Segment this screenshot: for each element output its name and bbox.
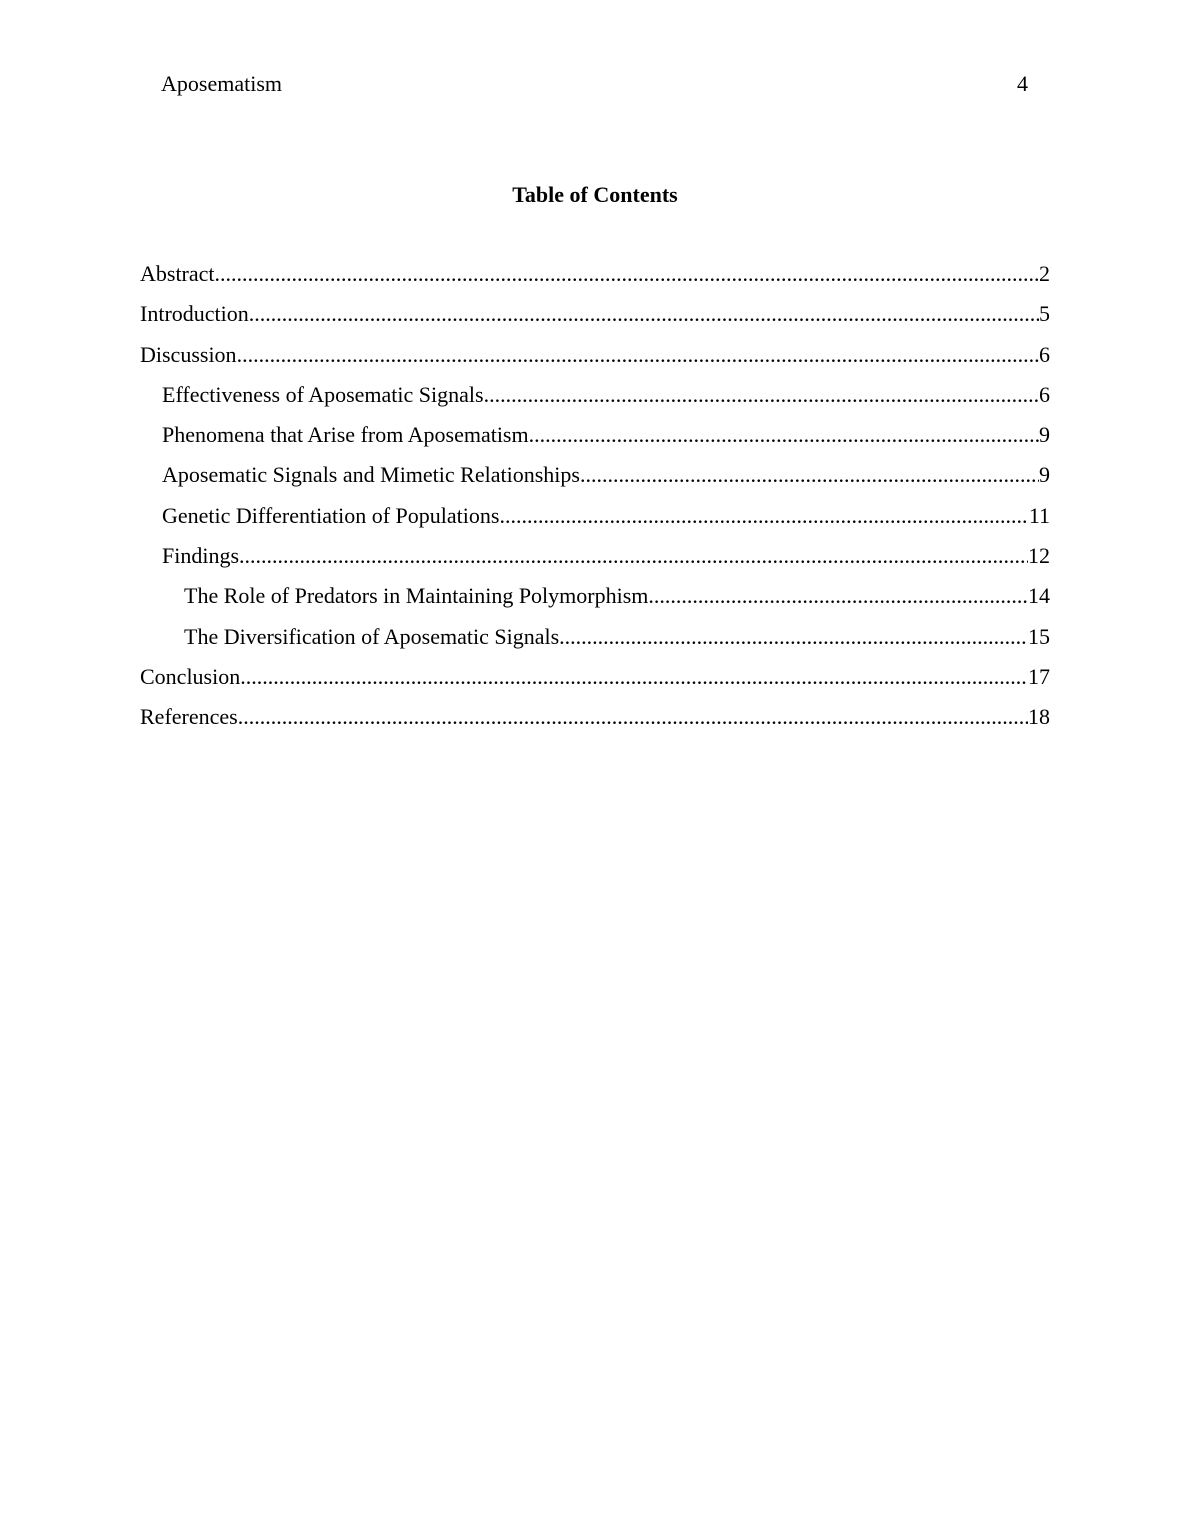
toc-dot-leader	[529, 421, 1039, 449]
toc-dot-leader	[559, 623, 1028, 651]
toc-entry-text: Conclusion	[140, 663, 241, 689]
toc-entry-abstract[interactable]	[140, 260, 1050, 300]
toc-dot-leader	[238, 703, 1028, 731]
toc-entry-page: 9	[1039, 422, 1050, 448]
toc-entry-role-of-predators[interactable]	[140, 582, 1050, 622]
toc-entry-page: 11	[1028, 502, 1050, 528]
toc-entry-page: 5	[1039, 301, 1050, 327]
toc-entry-references[interactable]	[140, 703, 1050, 743]
toc-entry-page: 2	[1039, 261, 1050, 286]
running-head: Aposematism	[161, 71, 282, 96]
toc-dot-leader	[499, 502, 1028, 530]
toc-entry-text: The Role of Predators in Maintaining Polymorphism	[184, 583, 649, 609]
toc-entry-text: The Diversification of Aposematic Signals	[184, 623, 560, 649]
toc-entry-conclusion[interactable]	[140, 663, 1050, 703]
toc-entry-introduction[interactable]	[140, 300, 1050, 340]
toc-entry-mimetic-relationships[interactable]	[140, 461, 1050, 501]
toc-entry-diversification[interactable]	[140, 623, 1050, 663]
toc-entry-text: Findings	[162, 543, 240, 569]
toc-dot-leader	[249, 300, 1039, 328]
toc-entry-text: Effectiveness of Aposematic Signals	[162, 381, 484, 407]
toc-entry-page: 12	[1028, 543, 1050, 569]
toc-dot-leader	[215, 260, 1039, 288]
toc-entry-findings[interactable]	[140, 542, 1050, 582]
toc-dot-leader	[648, 582, 1028, 610]
toc-entry-page: 9	[1039, 462, 1050, 488]
toc-entry-page: 6	[1039, 341, 1050, 367]
toc-entry-text: Discussion	[140, 341, 237, 367]
toc-dot-leader	[484, 381, 1039, 409]
toc-entry-text: Aposematic Signals and Mimetic Relationships	[162, 462, 580, 488]
toc-entry-genetic-differentiation[interactable]	[140, 502, 1050, 542]
toc-entry-text: Phenomena that Arise from Aposematism	[162, 422, 529, 448]
toc-dot-leader	[240, 663, 1028, 691]
toc-entry-text: Introduction	[140, 301, 249, 327]
toc-entry-page: 14	[1028, 583, 1050, 609]
toc-dot-leader	[237, 341, 1039, 369]
toc-dot-leader	[580, 461, 1039, 489]
toc-list	[140, 260, 1050, 744]
toc-entry-text: References	[140, 704, 238, 730]
toc-entry-text: Genetic Differentiation of Populations	[162, 502, 500, 528]
toc-entry-page: 6	[1039, 381, 1050, 407]
toc-entry-page: 18	[1028, 704, 1050, 730]
toc-entry-text: Abstract	[140, 261, 215, 286]
toc-title: Table of Contents	[512, 182, 678, 207]
page-number: 4	[1017, 71, 1028, 96]
toc-dot-leader	[239, 542, 1028, 570]
toc-entry-page: 15	[1028, 623, 1050, 649]
toc-entry-effectiveness[interactable]	[140, 381, 1050, 421]
toc-entry-discussion[interactable]	[140, 341, 1050, 381]
toc-entry-page: 17	[1028, 663, 1050, 689]
toc-entry-phenomena[interactable]	[140, 421, 1050, 461]
